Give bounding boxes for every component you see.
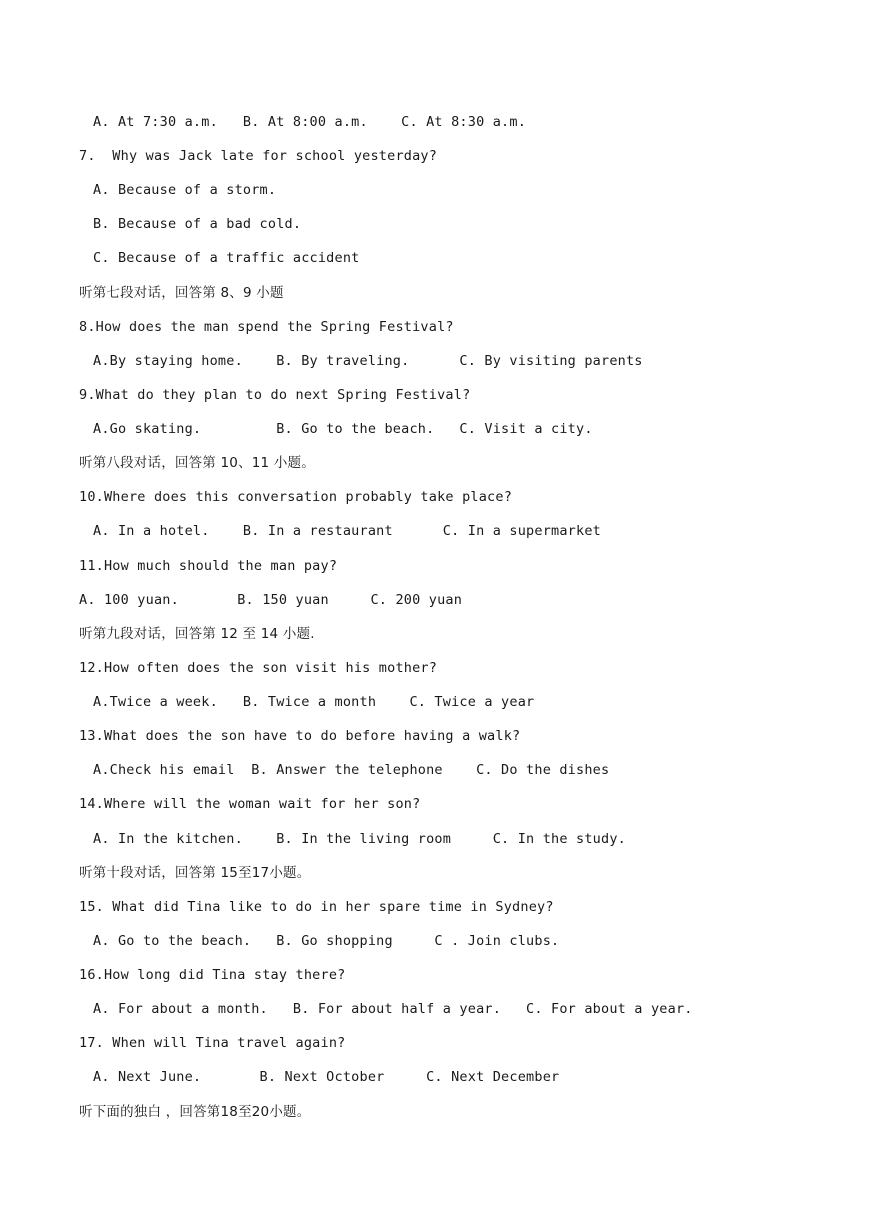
section-heading-7: 听第七段对话，回答第 8、9 小题 [79,285,284,301]
option-7a: A. Because of a storm. [93,182,277,198]
options-q6: A. At 7:30 a.m. B. At 8:00 a.m. C. At 8:30 a.m. [93,114,527,130]
question-11: 11.How much should the man pay? [79,558,338,574]
section-heading-10: 听第十段对话，回答第 15至17小题。 [79,865,311,881]
question-14: 14.Where will the woman wait for her son? [79,796,421,812]
section-heading-monologue: 听下面的独白 ，回答第18至20小题。 [79,1104,311,1120]
question-15: 15. What did Tina like to do in her spare time in Sydney? [79,899,554,915]
options-q11: A. 100 yuan. B. 150 yuan C. 200 yuan [79,592,463,608]
options-q14: A. In the kitchen. B. In the living room C. In the study. [93,831,626,847]
section-heading-9: 听第九段对话，回答第 12 至 14 小题. [79,626,315,642]
question-9: 9.What do they plan to do next Spring Festival? [79,387,471,403]
question-12: 12.How often does the son visit his mother? [79,660,438,676]
options-q8: A.By staying home. B. By traveling. C. By visiting parents [93,353,643,369]
options-q12: A.Twice a week. B. Twice a month C. Twice a year [93,694,535,710]
option-7c: C. Because of a traffic accident [93,250,360,266]
options-q15: A. Go to the beach. B. Go shopping C . Join clubs. [93,933,560,949]
question-8: 8.How does the man spend the Spring Festival? [79,319,454,335]
question-16: 16.How long did Tina stay there? [79,967,346,983]
options-q13: A.Check his email B. Answer the telephone C. Do the dishes [93,762,610,778]
question-13: 13.What does the son have to do before having a walk? [79,728,521,744]
question-10: 10.Where does this conversation probably take place? [79,489,513,505]
options-q10: A. In a hotel. B. In a restaurant C. In a supermarket [93,523,601,539]
section-heading-8: 听第八段对话，回答第 10、11 小题。 [79,455,315,471]
options-q9: A.Go skating. B. Go to the beach. C. Visit a city. [93,421,593,437]
options-q17: A. Next June. B. Next October C. Next December [93,1069,560,1085]
options-q16: A. For about a month. B. For about half a year. C. For about a year. [93,1001,693,1017]
option-7b: B. Because of a bad cold. [93,216,302,232]
question-17: 17. When will Tina travel again? [79,1035,346,1051]
question-7: 7. Why was Jack late for school yesterday? [79,148,438,164]
